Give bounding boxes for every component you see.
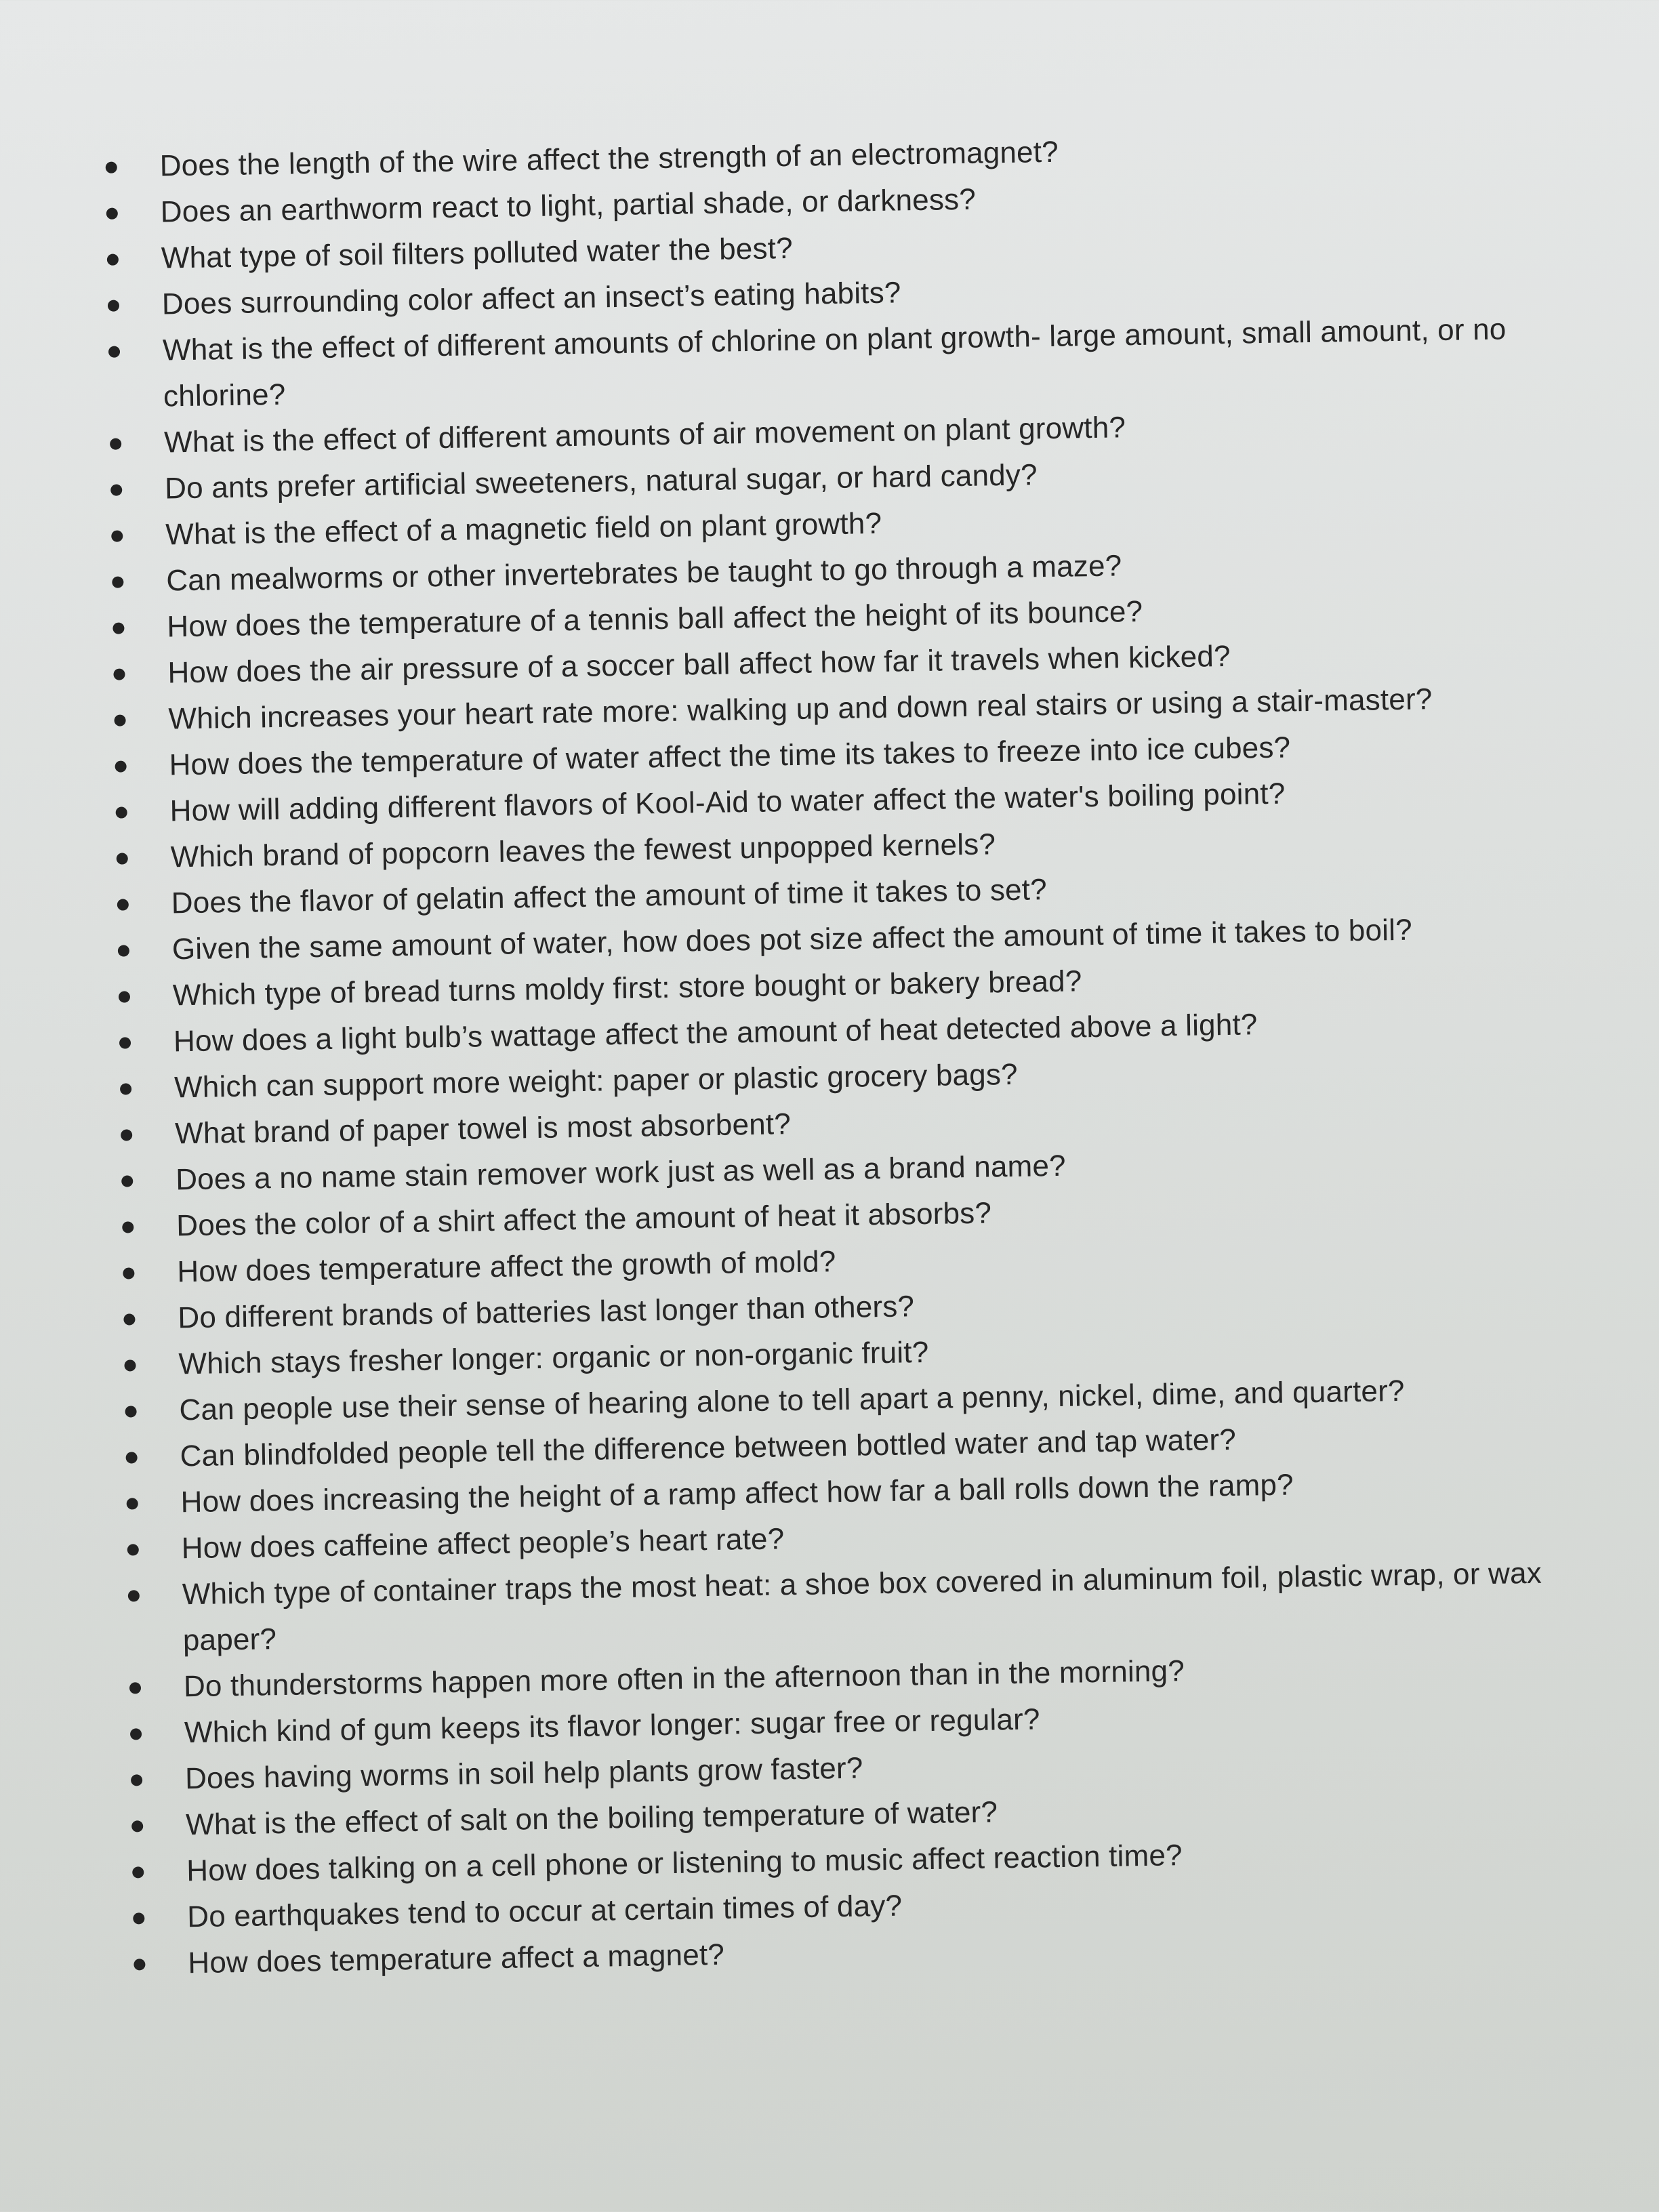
bullet-icon: [118, 945, 129, 956]
bullet-icon: [117, 899, 129, 910]
question-text: How does temperature affect the growth of mold?: [176, 1245, 836, 1289]
bullet-icon: [117, 853, 128, 864]
bullet-icon: [120, 1083, 131, 1094]
question-text: What is the effect of a magnetic field on plant growth?: [165, 506, 882, 552]
bullet-icon: [119, 991, 130, 1002]
question-text: Which brand of popcorn leaves the fewest unpopped kernels?: [170, 827, 996, 874]
bullet-icon: [112, 576, 123, 588]
question-text: Does surrounding color affect an insect’s eating habits?: [161, 276, 901, 321]
bullet-icon: [122, 1221, 134, 1233]
question-text: Can people use their sense of hearing alone to tell apart a penny, nickel, dime, and quarter?: [179, 1374, 1406, 1427]
question-text: Do earthquakes tend to occur at certain times of day?: [186, 1889, 903, 1934]
question-text: What is the effect of salt on the boiling temperature of water?: [185, 1795, 998, 1842]
question-text: What type of soil filters polluted water the best?: [161, 231, 794, 275]
question-text: Does the color of a shirt affect the amount of heat it absorbs?: [176, 1196, 992, 1243]
bullet-icon: [108, 300, 119, 312]
question-text: What is the effect of different amounts of chlorine on plant growth- large amount, small amount, or no chlorine?: [162, 312, 1507, 413]
question-text: Does having worms in soil help plants grow faster?: [184, 1751, 863, 1796]
question-text: How does the temperature of a tennis ball affect the height of its bounce?: [167, 594, 1143, 644]
question-text: Do different brands of batteries last longer than others?: [178, 1290, 915, 1335]
bullet-icon: [106, 208, 118, 220]
bullet-icon: [130, 1728, 142, 1740]
question-text: Given the same amount of water, how does pot size affect the amount of time it takes to boil?: [171, 913, 1413, 966]
bullet-icon: [121, 1129, 132, 1141]
question-text: How does a light bulb’s wattage affect the amount of heat detected above a light?: [173, 1008, 1258, 1059]
question-list: [97, 121, 1616, 1987]
bullet-icon: [134, 1959, 145, 1970]
question-text: Which type of container traps the most heat: a shoe box covered in aluminum foil, plastic wrap, or wax paper?: [182, 1556, 1542, 1658]
bullet-icon: [127, 1544, 139, 1555]
bullet-icon: [111, 530, 123, 541]
question-text: Does a no name stain remover work just as well as a brand name?: [175, 1149, 1067, 1197]
question-text: Does the flavor of gelatin affect the amount of time it takes to set?: [171, 873, 1048, 920]
question-text: How does temperature affect a magnet?: [187, 1938, 725, 1980]
question-text: How does talking on a cell phone or listening to music affect reaction time?: [186, 1839, 1183, 1888]
bullet-icon: [106, 162, 117, 173]
question-text: Which increases your heart rate more: walking up and down real stairs or using a stair-master?: [168, 682, 1433, 736]
question-text: Does an earthworm react to light, partial shade, or darkness?: [160, 182, 977, 229]
question-text: How does increasing the height of a ramp affect how far a ball rolls down the ramp?: [180, 1468, 1294, 1519]
bullet-icon: [110, 438, 121, 449]
bullet-icon: [133, 1912, 144, 1924]
bullet-icon: [126, 1452, 138, 1463]
bullet-icon: [123, 1267, 134, 1279]
bullet-icon: [113, 668, 125, 680]
bullet-icon: [107, 254, 119, 266]
bullet-icon: [115, 760, 127, 772]
bullet-icon: [127, 1498, 138, 1509]
question-text: Can mealworms or other invertebrates be taught to go through a maze?: [165, 549, 1122, 598]
question-text: How does the temperature of water affect the time its takes to freeze into ice cubes?: [169, 731, 1291, 782]
bullet-icon: [125, 1406, 136, 1417]
bullet-icon: [132, 1866, 144, 1878]
bullet-icon: [116, 806, 127, 818]
bullet-icon: [124, 1359, 136, 1371]
question-text: What is the effect of different amounts of air movement on plant growth?: [163, 411, 1126, 459]
bullet-icon: [112, 622, 124, 634]
bullet-icon: [129, 1682, 141, 1694]
question-text: How will adding different flavors of Kool-Aid to water affect the water's boiling point?: [169, 777, 1286, 828]
question-text: Do ants prefer artificial sweeteners, natural sugar, or hard candy?: [164, 458, 1038, 506]
question-text: Which kind of gum keeps its flavor longer: sugar free or regular?: [184, 1702, 1040, 1750]
bullet-icon: [128, 1590, 140, 1601]
question-text: Which stays fresher longer: organic or non-organic fruit?: [178, 1335, 929, 1381]
question-text: Does the length of the wire affect the strength of an electromagnet?: [159, 135, 1059, 183]
bullet-icon: [121, 1175, 133, 1187]
bullet-icon: [131, 1820, 143, 1832]
question-text: Which can support more weight: paper or plastic grocery bags?: [173, 1057, 1019, 1105]
bullet-icon: [110, 484, 122, 495]
bullet-icon: [119, 1037, 131, 1048]
bullet-icon: [123, 1313, 135, 1325]
question-text: Can blindfolded people tell the difference between bottled water and tap water?: [180, 1422, 1237, 1473]
question-text: How does caffeine affect people’s heart rate?: [181, 1522, 785, 1565]
bullet-icon: [108, 346, 120, 358]
bullet-icon: [114, 714, 125, 726]
question-text: Which type of bread turns moldy first: store bought or bakery bread?: [172, 964, 1082, 1012]
question-text: How does the air pressure of a soccer ball affect how far it travels when kicked?: [167, 639, 1231, 690]
question-text: Do thunderstorms happen more often in the afternoon than in the morning?: [183, 1654, 1185, 1704]
bullet-icon: [131, 1774, 142, 1786]
question-text: What brand of paper towel is most absorbent?: [174, 1107, 792, 1151]
